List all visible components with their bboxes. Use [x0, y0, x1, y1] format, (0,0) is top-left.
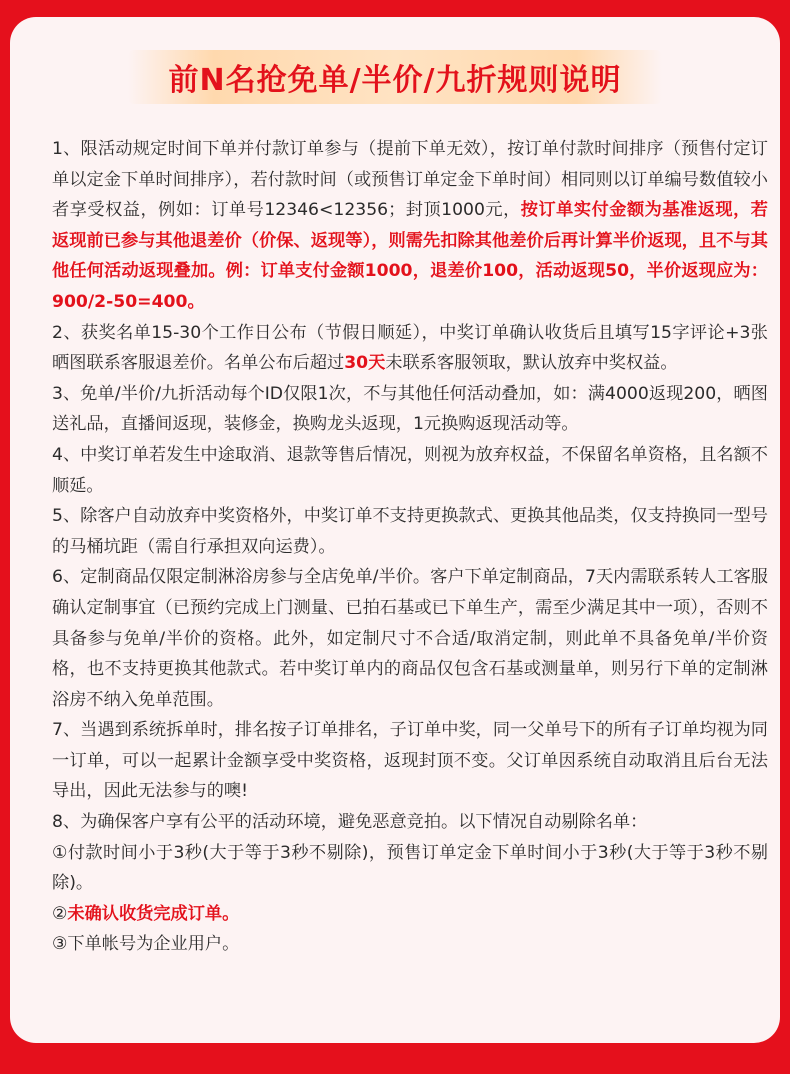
rule-2-highlight: 30天 — [344, 353, 386, 374]
rule-8-item-2 — [52, 899, 768, 930]
rule-2-text: 2、获奖名单15-30个工作日公布（节假日顺延），中奖订单确认收货后且填写15字评论+3张晒图联系客服退差价。名单公布后超过 — [52, 322, 768, 374]
title-banner — [10, 50, 780, 104]
title-band — [128, 50, 661, 104]
rule-8: 8、为确保客户享有公平的活动环境，避免恶意竞拍。以下情况自动剔除名单： — [52, 812, 648, 833]
rule-1-text: 1、限活动规定时间下单并付款订单参与（提前下单无效），按订单付款时间排序（预售付定订单以定金下单时间排序），若付款时间（或预售订单定金下单时间）相同则以订单编号数值较小者享受权益，例如：订单号12346<12356；封顶1000元， — [52, 139, 768, 221]
rule-2 — [52, 318, 768, 379]
rule-8-item-1: ①付款时间小于3秒(大于等于3秒不剔除)，预售订单定金下单时间小于3秒(大于等于3秒不剔除)。 — [52, 842, 768, 894]
rule-4: 4、中奖订单若发生中途取消、退款等售后情况，则视为放弃权益，不保留名单资格，且名额不顺延。 — [52, 444, 768, 496]
rules-card — [10, 17, 780, 1043]
rule-6: 6、定制商品仅限定制淋浴房参与全店免单/半价。客户下单定制商品，7天内需联系转人工客服确认定制事宜（已预约完成上门测量、已拍石基或已下单生产，需至少满足其中一项），否则不具备参与免单/半价的资格。此外，如定制尺寸不合适/取消定制，则此单不具备免单/半价资格，也不支持更换其他款式。若中奖订单内的商品仅包含石基或测量单，则另行下单的定制淋浴房不纳入免单范围。 — [52, 567, 768, 710]
rule-2-text-end: 未联系客服领取，默认放弃中奖权益。 — [385, 353, 678, 374]
rule-3: 3、免单/半价/九折活动每个ID仅限1次，不与其他任何活动叠加，如：满4000返现200，晒图送礼品，直播间返现，装修金，换购龙头返现，1元换购返现活动等。 — [52, 383, 768, 435]
rule-1 — [52, 134, 768, 318]
rule-1-highlight: 按订单实付金额为基准返现，若返现前已参与其他退差价（价保、返现等），则需先扣除其他差价后再计算半价返现，且不与其他任何活动返现叠加。例：订单支付金额1000，退差价100，活动返现50，半价返现应为：900/2-50=400。 — [52, 200, 768, 312]
rule-8-item-2-mark: ② — [52, 903, 68, 924]
rule-8-item-3: ③下单帐号为企业用户。 — [52, 934, 240, 955]
page-title: 前N名抢免单/半价/九折规则说明 — [168, 63, 622, 98]
rule-7: 7、当遇到系统拆单时，排名按子订单排名，子订单中奖，同一父单号下的所有子订单均视为同一订单，可以一起累计金额享受中奖资格，返现封顶不变。父订单因系统自动取消且后台无法导出，因此无法参与的噢! — [52, 720, 768, 802]
rule-8-item-2-highlight: 未确认收货完成订单。 — [67, 903, 240, 924]
rule-5: 5、除客户自动放弃中奖资格外，中奖订单不支持更换款式、更换其他品类，仅支持换同一型号的马桶坑距（需自行承担双向运费）。 — [52, 506, 768, 557]
rules-content — [52, 134, 768, 960]
